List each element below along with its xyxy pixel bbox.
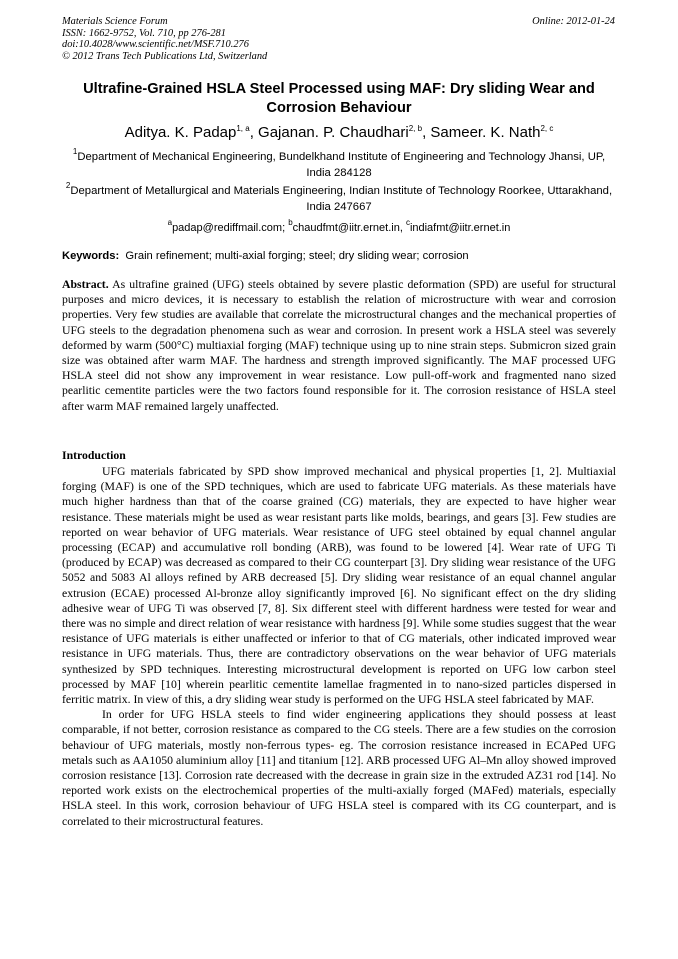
affiliation-2 xyxy=(62,181,616,215)
affiliation-text: Department of Metallurgical and Materials Engineering, Indian Institute of Technology Roorkee, Uttarakhand, India 247667 xyxy=(70,185,613,213)
author-separator: , xyxy=(249,124,259,141)
intro-paragraph-1: UFG materials fabricated by SPD show improved mechanical and physical properties [1, 2]. Multiaxial forging (MAF) is one of the SPD techniques, which are used to fabricate UFG materials. As these materials have much higher hardness than that of the coarse grained (CG) materials, they are expected to have higher wear resistance. These materials might be used as wear resistant parts like molds, bearings, and gears [3]. Few studies are reported on wear behavior of UFG materials. Wear resistance of UFG steel obtained by equal channel angular processing (ECAP) and accumulative roll bonding (ARB), was found to be lowered [4]. Wear rate of UFG Ti (produced by ECAP) was decreased as compared to their CG counterpart [3]. Dry sliding wear resistance of the UFG 5052 and 5083 Al alloys refined by ARB decreased [5]. Dry sliding wear resistance of an equal channel angular extrusion (ECAE) processed Al-bronze alloy significantly improved [6]. No significant effect on the dry sliding adhesive wear of UFG Ti was observed [7, 8]. Six different steel with different hardness were tested for wear and there was no simple and direct relation of wear resistance with hardness [9]. While some studies suggest that the wear resistance of UFG materials is either unaffected or inferior to that of CG materials, other indicated improved wear resistance in UFG materials. Thus, there are contradictory observations on the wear behavior of UFG materials synthesized by SPD techniques. Interesting microstructural development is reported on UFG low carbon steel processed by MAF [10] wherein pearlitic cementite lamellae fragmented in to nano-sized particles dispersed in ferritic matrix. In view of this, a dry sliding wear study is performed on the UFG HSLA steel fabricated by MAF. xyxy=(62,465,616,707)
email-line xyxy=(62,218,616,234)
introduction-body xyxy=(62,464,616,829)
abstract xyxy=(62,277,616,414)
email-mark: c xyxy=(405,218,410,227)
affiliation-text: Department of Mechanical Engineering, Bundelkhand Institute of Engineering and Technology Jhansi, UP, India 284128 xyxy=(77,151,606,179)
author-affiliation-mark: 2, c xyxy=(540,124,554,133)
copyright-line: © 2012 Trans Tech Publications Ltd, Switzerland xyxy=(62,50,268,62)
online-date: Online: 2012-01-24 xyxy=(532,16,615,27)
introduction-heading: Introduction xyxy=(62,449,126,462)
affiliation-mark: 1 xyxy=(72,147,78,156)
email-mark: b xyxy=(288,218,293,227)
author-name: Sameer. K. Nath xyxy=(430,124,541,141)
keywords xyxy=(62,250,616,262)
email-address[interactable]: indiafmt@iitr.ernet.in xyxy=(409,222,511,234)
author-name: Aditya. K. Padap xyxy=(124,124,237,141)
author-affiliation-mark: 1, a xyxy=(236,124,250,133)
keywords-text: Grain refinement; multi-axial forging; steel; dry sliding wear; corrosion xyxy=(125,250,469,262)
running-header xyxy=(62,16,267,62)
email-address[interactable]: padap@rediffmail.com; xyxy=(172,222,289,234)
affiliation-mark: 2 xyxy=(65,181,71,190)
doi-line: doi:10.4028/www.scientific.net/MSF.710.276 xyxy=(62,39,249,50)
email-address[interactable]: chaudfmt@iitr.ernet.in, xyxy=(292,222,406,234)
paper-title: Ultrafine-Grained HSLA Steel Processed using MAF: Dry sliding Wear and Corrosion Behaviour xyxy=(83,81,595,116)
abstract-label: Abstract. xyxy=(62,278,109,291)
email-mark: a xyxy=(167,218,173,227)
keywords-label: Keywords: xyxy=(62,250,120,262)
author-name: Gajanan. P. Chaudhari xyxy=(258,124,409,141)
abstract-text: As ultrafine grained (UFG) steels obtained by severe plastic deformation (SPD) are useful for structural purposes and micro devices, it is necessary to establish the relation of microstructure with wear and corrosion properties. Very few studies are available that correlate the microstructural changes and the mechanical properties of UFG steels to the degradation phenomena such as wear and corrosion. In present work a HSLA steel was severely deformed by warm (500°C) multiaxial forging (MAF) technique using up to nine strain steps. Submicron sized grain size was obtained after warm MAF. The hardness and strength improved significantly. The MAF processed UFG HSLA steel did not show any improvement in wear resistance. Low pull-off-work and fragmented nano sized pearlitic cementite particles were the two factors found responsible for it. The corrosion resistance of HSLA steel after warm MAF remained largely unaffected. xyxy=(62,278,616,413)
author-list xyxy=(62,124,616,142)
issn-line: ISSN: 1662-9752, Vol. 710, pp 276-281 xyxy=(62,27,226,39)
author-affiliation-mark: 2, b xyxy=(408,124,423,133)
journal-name: Materials Science Forum xyxy=(62,16,168,27)
author-separator: , xyxy=(422,124,431,141)
affiliation-1 xyxy=(62,147,616,181)
intro-paragraph-2: In order for UFG HSLA steels to find wider engineering applications they should possess at least comparable, if not better, corrosion resistance as compared to the CG steels. There are a few studies on the corrosion behaviour of UFG materials, mostly non-ferrous types- eg. The corrosion resistance increased in ECAPed UFG metals such as AA1050 aluminium alloy [11] and titanium [12]. ARB processed UFG Al–Mn alloy showed improved corrosion resistance [13]. Corrosion rate decreased with the decrease in grain size in the extruded AZ31 rod [14]. No reported work exists on the electrochemical properties of the multi-axially forged (MAFed) materials, especially HSLA steel. In this work, corrosion behaviour of UFG HSLA steel is compared with its CG counterpart, and is correlated to their microstructural features. xyxy=(62,708,616,828)
